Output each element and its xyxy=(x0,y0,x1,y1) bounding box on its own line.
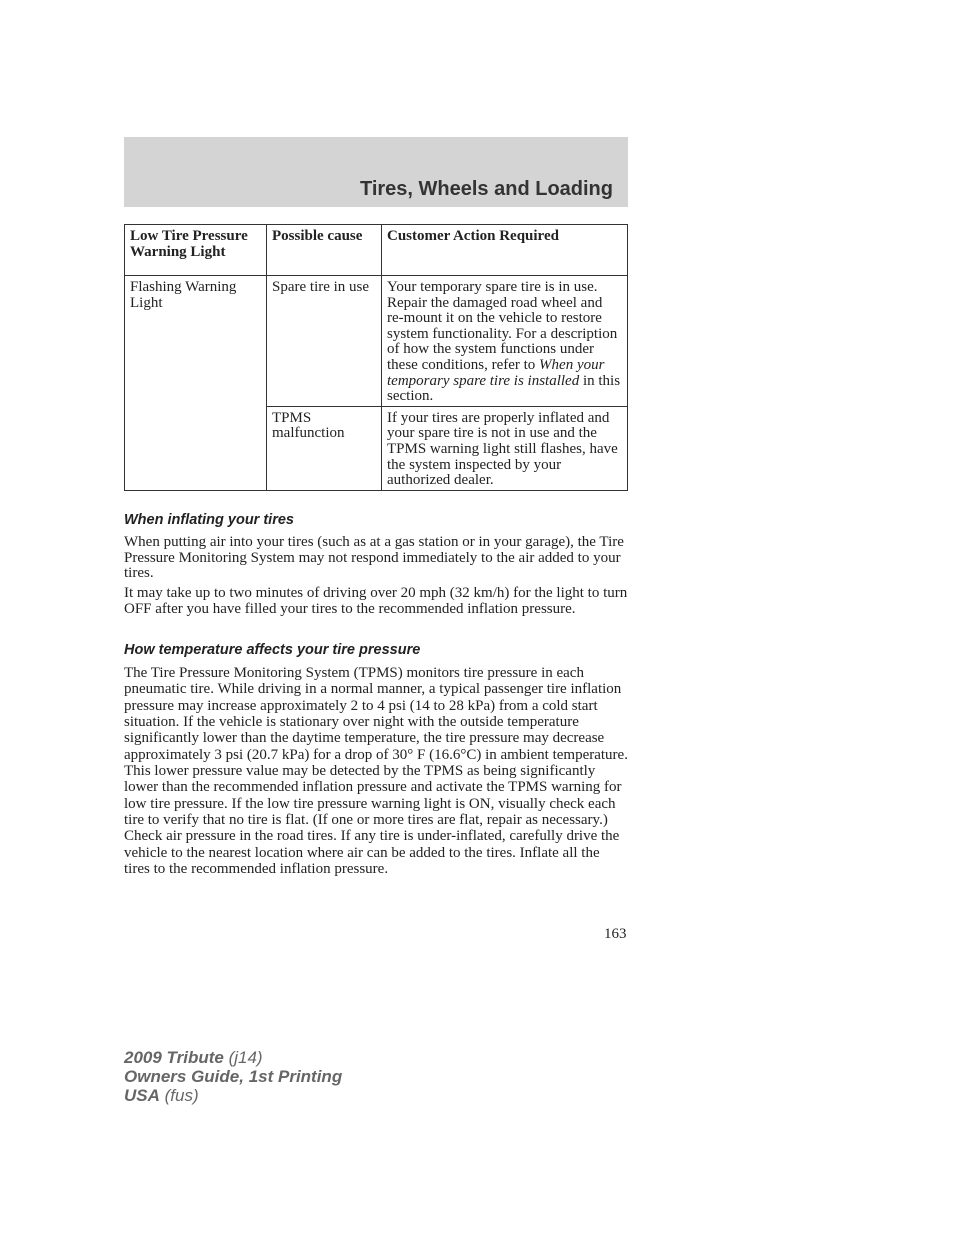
page-number: 163 xyxy=(604,926,627,942)
table-header-cell: Low Tire Pressure Warning Light xyxy=(125,225,267,276)
paragraph: When putting air into your tires (such as at a gas station or in your garage), the Tire Pressure Monitoring System may not respond immediately to the air added to your tires. xyxy=(124,534,624,582)
footer-market: USA xyxy=(124,1086,160,1105)
footer xyxy=(124,1048,342,1105)
table-cell-action xyxy=(382,276,628,407)
table-cell-action: If your tires are properly inflated and your spare tire is not in use and the TPMS warning light still flashes, have the system inspected by your authorized dealer. xyxy=(382,406,628,490)
section-heading: How temperature affects your tire pressure xyxy=(124,642,421,658)
table-cell-warning-light: Flashing Warning Light xyxy=(125,276,267,491)
footer-edition: Owners Guide, 1st Printing xyxy=(124,1067,343,1086)
action-text: in this section. xyxy=(387,372,621,405)
footer-code: (j14) xyxy=(223,1048,263,1067)
footer-line xyxy=(124,1067,342,1086)
table-cell-cause: TPMS malfunction xyxy=(267,406,382,490)
page-title: Tires, Wheels and Loading xyxy=(359,178,613,200)
warning-light-table xyxy=(124,224,628,491)
header-band xyxy=(124,137,628,207)
footer-line xyxy=(124,1086,342,1105)
action-text: Your temporary spare tire is in use. Repair the damaged road wheel and re-mount it on the vehicle to restore system functionality. For a description of how the system functions under these conditions, refer to xyxy=(387,279,618,373)
section-heading: When inflating your tires xyxy=(124,512,294,528)
footer-line xyxy=(124,1048,342,1067)
table-row xyxy=(125,276,628,407)
footer-model: 2009 Tribute xyxy=(124,1048,224,1067)
table-header-cell: Customer Action Required xyxy=(382,225,628,276)
action-reference: When your temporary spare tire is installed xyxy=(387,356,605,389)
table-header-cell: Possible cause xyxy=(267,225,382,276)
footer-code: (fus) xyxy=(159,1086,199,1105)
paragraph: It may take up to two minutes of driving over 20 mph (32 km/h) for the light to turn OFF after you have filled your tires to the recommended inflation pressure. xyxy=(124,585,628,617)
table-header-row xyxy=(125,225,628,276)
table-cell-cause: Spare tire in use xyxy=(267,276,382,407)
paragraph: The Tire Pressure Monitoring System (TPMS) monitors tire pressure in each pneumatic tire. While driving in a normal manner, a typical passenger tire inflation pressure may increase approximately 2 to 4 psi (14 to 28 kPa) from a cold start situation. If the vehicle is stationary over night with the outside temperature significantly lower than the daytime temperature, the tire pressure may decrease approximately 3 psi (20.7 kPa) for a drop of 30° F (16.6°C) in ambient temperature. This lower pressure value may be detected by the TPMS as being significantly lower than the recommended inflation pressure and activate the TPMS warning for low tire pressure. If the low tire pressure warning light is ON, visually check each tire to verify that no tire is flat. (If one or more tires are flat, repair as necessary.) Check air pressure in the road tires. If any tire is under-inflated, carefully drive the vehicle to the nearest location where air can be added to the tires. Inflate all the tires to the recommended inflation pressure. xyxy=(124,665,628,878)
